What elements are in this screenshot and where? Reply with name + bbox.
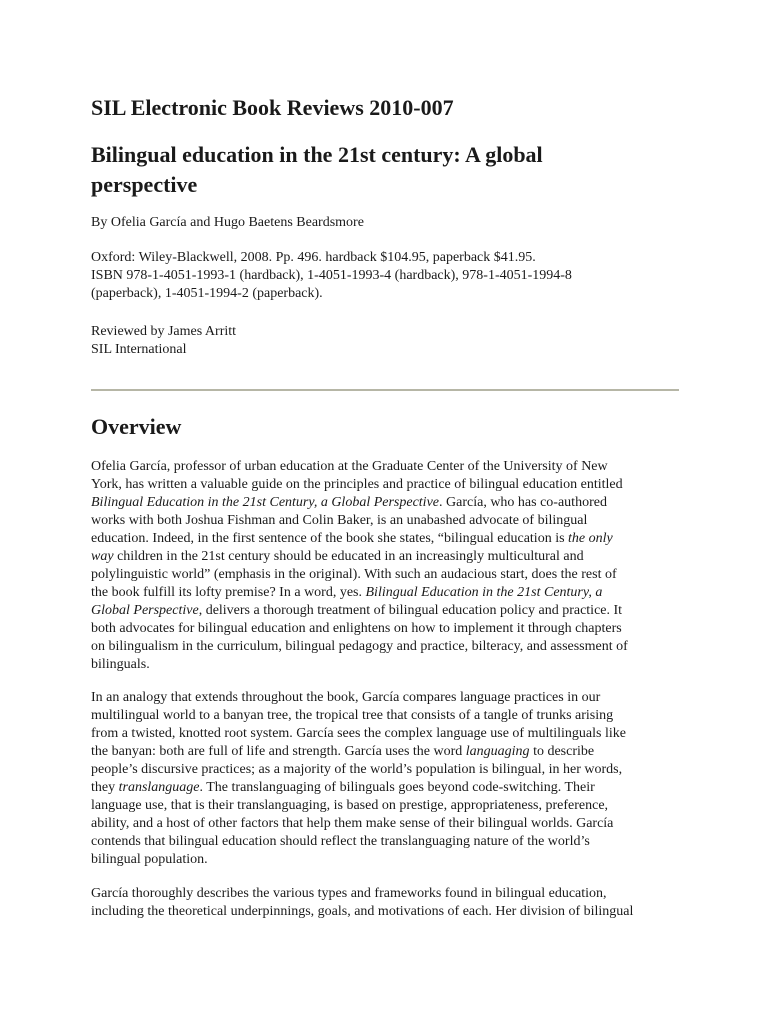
publication-line: Oxford: Wiley-Blackwell, 2008. Pp. 496. hardback $104.95, paperback $41.95. xyxy=(91,250,536,265)
text-run: In an analogy that extends throughout the book, García compares language practices in our xyxy=(91,690,601,705)
authors-line xyxy=(91,214,681,232)
paragraph-line xyxy=(91,707,683,725)
paragraph-line xyxy=(91,494,683,512)
text-run: . García, who has co-authored xyxy=(439,495,607,510)
paragraph-line xyxy=(91,530,683,548)
text-run: multilingual world to a banyan tree, the tropical tree that consists of a tangle of trunks arising xyxy=(91,708,614,723)
text-run: contends that bilingual education should reflect the translanguaging nature of the world’s xyxy=(91,834,590,849)
text-run: ability, and a host of other factors that help them make sense of their bilingual worlds. García xyxy=(91,816,614,831)
italic-run: the only xyxy=(568,531,613,546)
paragraph-line xyxy=(91,512,683,530)
text-run: they xyxy=(91,780,119,795)
text-run: , delivers a thorough treatment of bilingual education policy and practice. It xyxy=(198,603,623,618)
section-heading-overview: Overview xyxy=(91,414,182,439)
italic-run: Global Perspective xyxy=(91,603,199,618)
italic-run: translanguage xyxy=(118,780,200,795)
publication-line: (paperback), 1-4051-1994-2 (paperback). xyxy=(91,286,323,301)
paragraph-line xyxy=(91,779,683,797)
text-run: children in the 21st century should be educated in an increasingly multicultural and xyxy=(113,549,584,564)
italic-run: Bilingual Education in the 21st Century, a Global Perspective xyxy=(91,495,440,510)
paragraph-line xyxy=(91,797,683,815)
text-run: bilinguals. xyxy=(91,657,150,672)
body-paragraph xyxy=(91,885,683,921)
text-run: works with both Joshua Fishman and Colin Baker, is an unabashed advocate of bilingual xyxy=(91,513,588,528)
reviewer-organization: SIL International xyxy=(91,342,187,357)
paragraph-line xyxy=(91,689,683,707)
paragraph-line xyxy=(91,548,683,566)
paragraph-line xyxy=(91,851,683,869)
text-run: . The translanguaging of bilinguals goes beyond code-switching. Their xyxy=(199,780,595,795)
text-run: education. Indeed, in the first sentence of the book she states, “bilingual education is xyxy=(91,531,569,546)
paragraph-line xyxy=(91,815,683,833)
text-run: Ofelia García, professor of urban education at the Graduate Center of the University of New xyxy=(91,459,608,474)
text-run: on bilingualism in the curriculum, bilingual pedagogy and practice, bilteracy, and assessment of xyxy=(91,639,628,654)
text-run: the book fulfill its lofty premise? In a word, yes. xyxy=(91,585,366,600)
paragraph-line xyxy=(91,656,683,674)
italic-run: Bilingual Education in the 21st Century, a xyxy=(365,585,603,600)
paragraph-line xyxy=(91,761,683,779)
paragraph-line xyxy=(91,638,683,656)
text-run: polylinguistic world” (emphasis in the original). With such an audacious start, does the rest of xyxy=(91,567,617,582)
text-run: both advocates for bilingual education and enlightens on how to implement it through chapters xyxy=(91,621,622,636)
paragraph-line xyxy=(91,458,683,476)
text-run: bilingual population. xyxy=(91,852,208,867)
paragraph-line xyxy=(91,602,683,620)
paragraph-line xyxy=(91,620,683,638)
reviewer-name: Reviewed by James Arritt xyxy=(91,324,237,339)
authors-text: By Ofelia García and Hugo Baetens Beardsmore xyxy=(91,215,364,230)
paragraph-line xyxy=(91,903,683,921)
paragraph-line xyxy=(91,885,683,903)
text-run: from a twisted, knotted root system. García sees the complex language use of multilinguals like xyxy=(91,726,626,741)
paragraph-line xyxy=(91,566,683,584)
paragraph-line xyxy=(91,584,683,602)
series-title: SIL Electronic Book Reviews 2010-007 xyxy=(91,95,454,120)
publication-info xyxy=(91,249,681,303)
paragraph-line xyxy=(91,725,683,743)
text-run: to describe xyxy=(529,744,595,759)
text-run: García thoroughly describes the various types and frameworks found in bilingual education, xyxy=(91,886,607,901)
text-run: York, has written a valuable guide on the principles and practice of bilingual education entitled xyxy=(91,477,623,492)
text-run: including the theoretical underpinnings, goals, and motivations of each. Her division of bilingual xyxy=(91,904,634,919)
italic-run: languaging xyxy=(465,744,530,759)
body-paragraph xyxy=(91,458,683,674)
publication-line: ISBN 978-1-4051-1993-1 (hardback), 1-4051-1993-4 (hardback), 978-1-4051-1994-8 xyxy=(91,268,572,283)
paragraph-line xyxy=(91,833,683,851)
paragraph-line xyxy=(91,476,683,494)
text-run: language use, that is their translanguaging, is based on prestige, appropriateness, preference, xyxy=(91,798,609,813)
text-run: the banyan: both are full of life and strength. García uses the word xyxy=(91,744,466,759)
italic-run: way xyxy=(91,549,114,564)
reviewer-info xyxy=(91,323,681,359)
paragraph-line xyxy=(91,743,683,761)
horizontal-rule xyxy=(91,389,679,391)
text-run: people’s discursive practices; as a majority of the world’s population is bilingual, in her words, xyxy=(91,762,623,777)
book-title: Bilingual education in the 21st century: A global perspective xyxy=(91,142,543,197)
body-paragraph xyxy=(91,689,683,869)
